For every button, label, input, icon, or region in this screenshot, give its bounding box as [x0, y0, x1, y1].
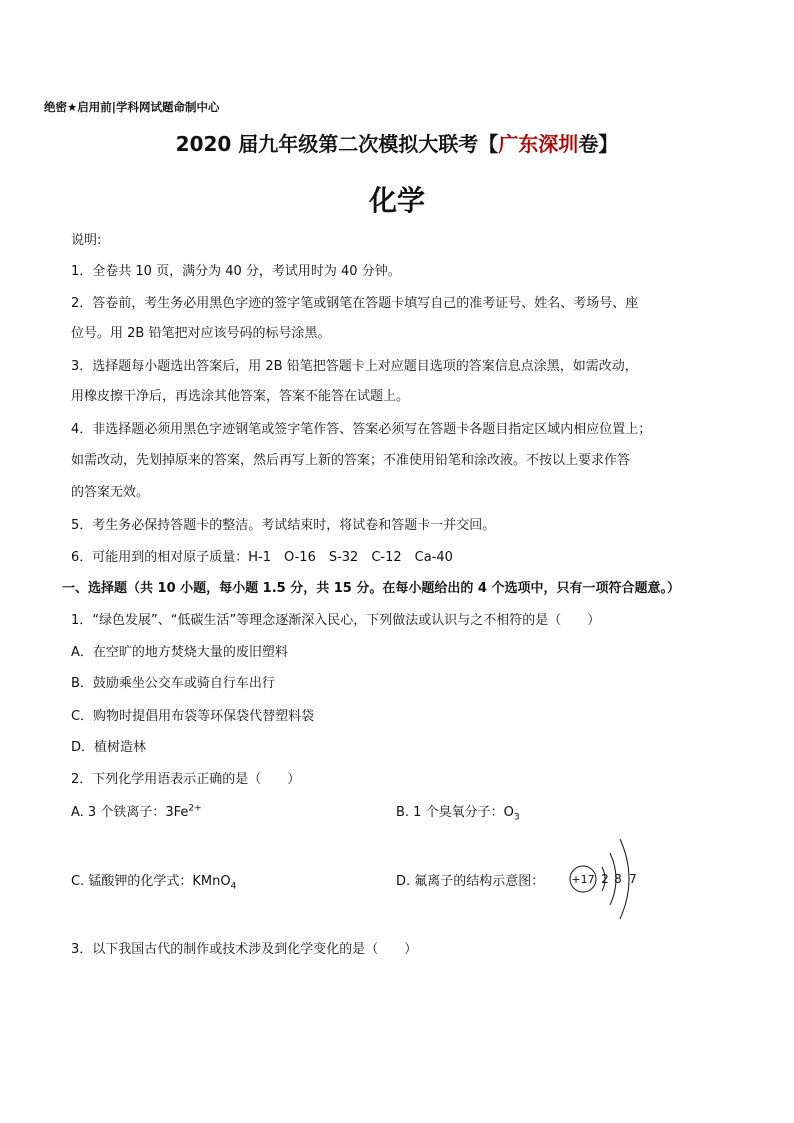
option-1b: B．鼓励乘坐公交车或骑自行车出行 — [71, 676, 275, 691]
question-stem-1: 1．“绿色发展”、“低碳生活”等理念逐渐深入民心，下列做法或认识与之不相符的是（ ） — [71, 613, 601, 628]
option-2a — [71, 801, 202, 820]
option-2d-text: D. 氟离子的结构示意图： — [396, 874, 545, 889]
instruction-line: 如需改动，先划掉原来的答案，然后再写上新的答案；不准使用铅笔和涂改液。不按以上要求作答 — [71, 453, 631, 468]
option-2a-charge: 2+ — [188, 803, 202, 814]
instruction-line: 用橡皮擦干净后，再选涂其他答案，答案不能答在试题上。 — [71, 389, 410, 404]
title-prefix: 2020 届九年级第二次模拟大联考【 — [175, 132, 499, 156]
fluoride-ion-structure-diagram — [566, 833, 646, 923]
nucleus-label: +17 — [571, 873, 595, 886]
title-region: 广东深圳 — [498, 132, 579, 156]
option-2b-text: B. 1 个臭氧分子：O — [396, 805, 514, 820]
shell-count-3: 7 — [629, 872, 637, 886]
question-stem-3: 3．以下我国古代的制作或技术涉及到化学变化的是（ ） — [71, 942, 418, 957]
instruction-line: 位号。用 2B 铅笔把对应该号码的标号涂黑。 — [71, 326, 331, 341]
option-2c-text: C. 锰酸钾的化学式：KMnO — [71, 874, 231, 889]
subject-title: 化学 — [368, 184, 425, 217]
section-heading: 一、选择题（共 10 小题，每小题 1.5 分，共 15 分。在每小题给出的 4 个选项中，只有一项符合题意。） — [62, 581, 680, 596]
option-1d: D．植树造林 — [71, 740, 147, 755]
option-2b-subscript: 3 — [513, 812, 520, 823]
instruction-line: 1．全卷共 10 页，满分为 40 分，考试用时为 40 分钟。 — [71, 264, 401, 279]
shell-count-2: 8 — [614, 872, 622, 886]
option-2c — [71, 870, 236, 892]
question-stem-2: 2．下列化学用语表示正确的是（ ） — [71, 772, 301, 787]
instruction-line: 3．选择题每小题选出答案后，用 2B 铅笔把答题卡上对应题目选项的答案信息点涂黑，如需改动， — [71, 359, 638, 374]
option-2a-text: A. 3 个铁离子：3Fe — [71, 805, 189, 820]
title-suffix: 卷】 — [578, 132, 619, 156]
option-1c: C．购物时提倡用布袋等环保袋代替塑料袋 — [71, 709, 315, 724]
option-1a: A．在空旷的地方焚烧大量的废旧塑料 — [71, 645, 288, 660]
exam-title — [0, 128, 794, 157]
confidential-label: 绝密★启用前|学科网试题命制中心 — [44, 100, 220, 114]
shell-count-1: 2 — [601, 872, 609, 886]
instruction-line: 2．答卷前，考生务必用黑色字迹的签字笔或钢笔在答题卡填写自己的准考证号、姓名、考场号、座 — [71, 296, 639, 311]
instruction-line: 的答案无效。 — [71, 485, 150, 500]
instructions-heading: 说明: — [71, 233, 102, 248]
option-2c-subscript: 4 — [230, 881, 237, 892]
option-2b — [396, 801, 520, 823]
instruction-line: 5．考生务必保持答题卡的整洁。考试结束时，将试卷和答题卡一并交回。 — [71, 518, 496, 533]
instruction-line: 4．非选择题必须用黑色字迹钢笔或签字笔作答、答案必须写在答题卡各题目指定区域内相应位置上； — [71, 422, 652, 437]
instruction-line: 6．可能用到的相对原子质量：H-1 O-16 S-32 C-12 Ca-40 — [71, 550, 453, 565]
option-2d — [396, 870, 544, 889]
